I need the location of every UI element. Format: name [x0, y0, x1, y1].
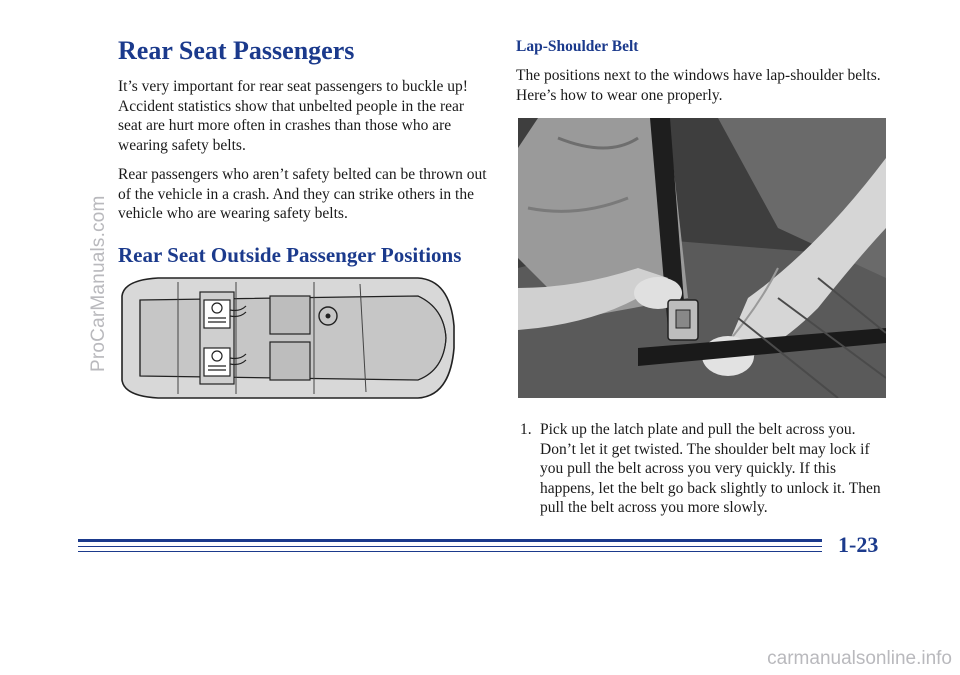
footer-rule-thin-2 [78, 551, 822, 552]
section-title: Rear Seat Outside Passenger Positions [118, 242, 462, 267]
lap-shoulder-intro: The positions next to the windows have lap-shoulder belts. Here’s how to wear one properly. [516, 67, 881, 104]
car-top-view-seating-diagram [118, 266, 456, 408]
instruction-step-1 [520, 420, 892, 518]
left-column [118, 36, 490, 268]
rear-seat-paragraph-2: Rear passengers who aren’t safety belted can be thrown out of the vehicle in a crash. And they can strike others in the vehicle who are wearing safety belts. [118, 166, 487, 222]
footer-rule-thin-1 [78, 546, 822, 547]
page-number: 1-23 [838, 532, 879, 557]
step-text: Pick up the latch plate and pull the belt across you. Don’t let it get twisted. The shoulder belt may lock if you pull the belt across you very quickly. If this happens, let the belt go back slightly to unlock it. Then pull the belt across you more slowly. [540, 421, 881, 516]
lap-shoulder-belt-heading: Lap-Shoulder Belt [516, 38, 639, 55]
bottom-watermark: carmanualsonline.info [767, 648, 952, 669]
step-number: 1. [520, 421, 532, 438]
right-column [516, 36, 888, 105]
rear-seat-paragraph-1: It’s very important for rear seat passengers to buckle up! Accident statistics show that unbelted people in the rear seat are hurt more often in crashes than those who are wearing safety belts. [118, 78, 468, 154]
side-watermark: ProCarManuals.com [88, 195, 109, 372]
page-title: Rear Seat Passengers [118, 36, 355, 65]
footer-rule-thick [78, 539, 822, 542]
lap-shoulder-belt-photo [518, 118, 886, 398]
